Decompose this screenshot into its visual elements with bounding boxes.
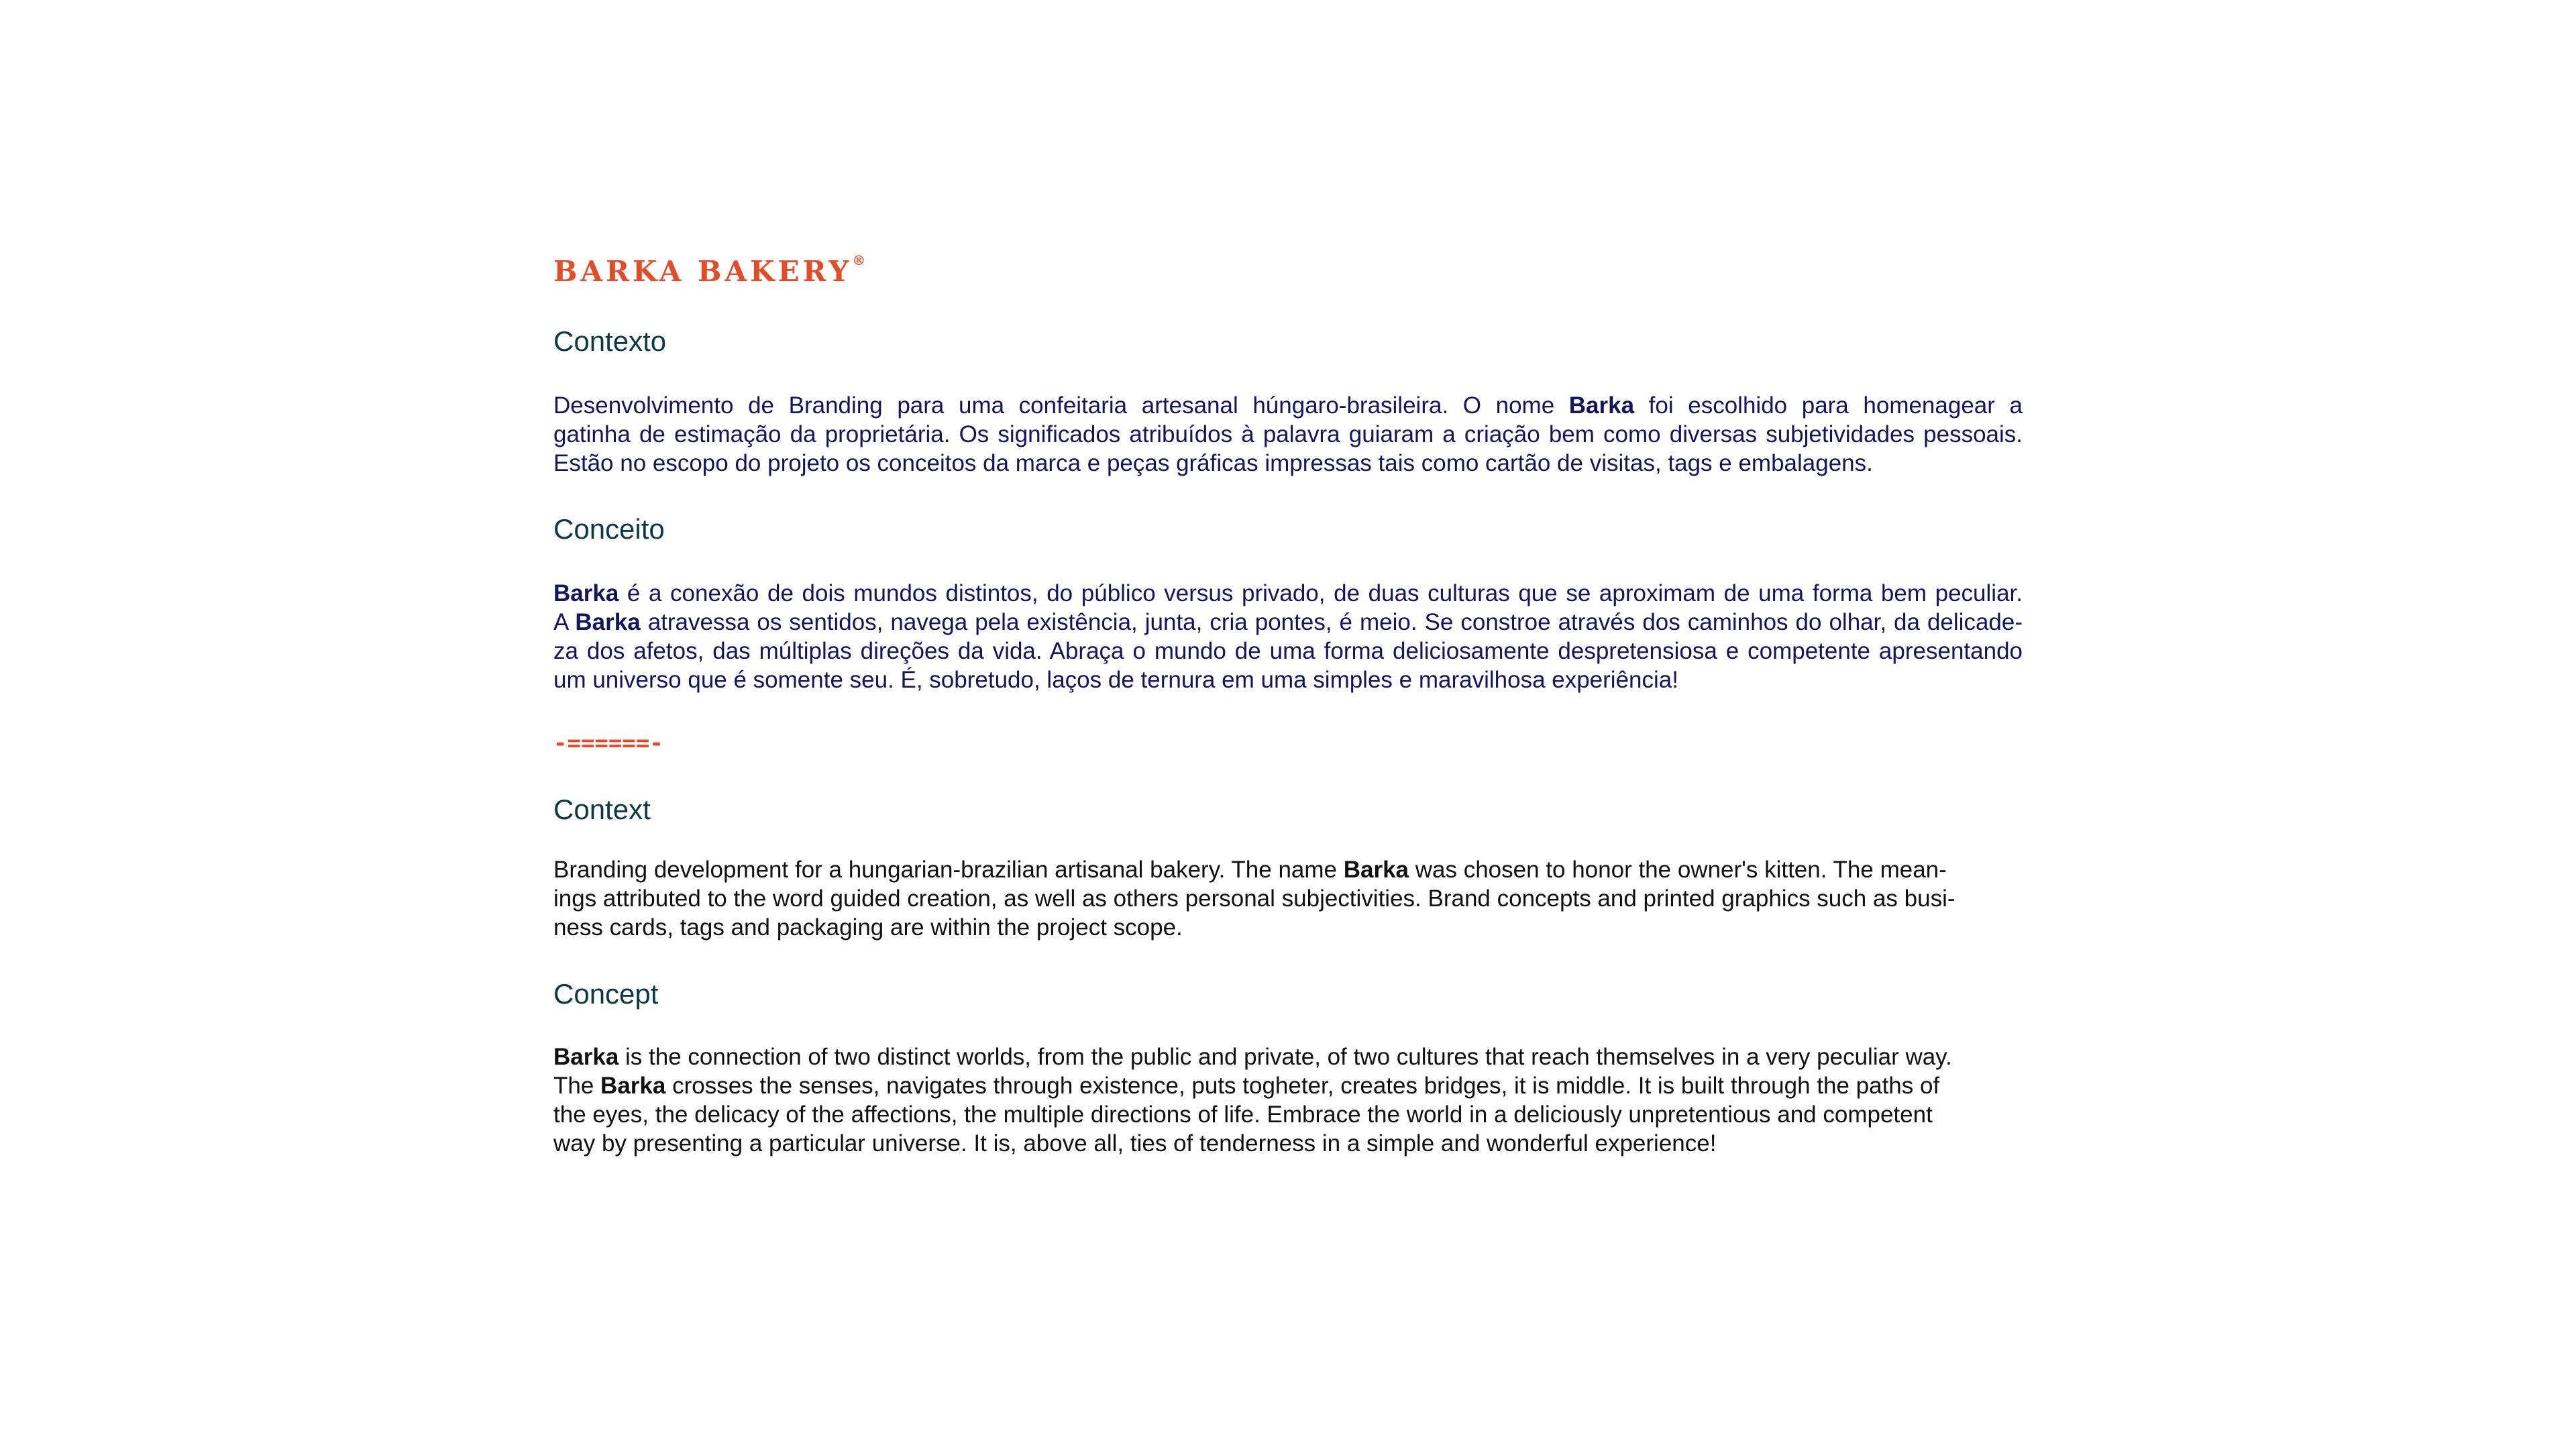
text-segment: A xyxy=(553,609,576,635)
text-segment: is the connection of two distinct worlds, from the public and private, of two cultures that reach themselves in a very peculiar way. xyxy=(619,1044,1952,1070)
bold-brand-name: Barka xyxy=(1343,857,1409,883)
registered-mark: ® xyxy=(852,252,866,268)
text-line xyxy=(553,1042,2023,1071)
text-line xyxy=(553,391,2023,420)
brand-logo xyxy=(553,252,2023,288)
text-segment: Estão no escopo do projeto os conceitos da marca e peças gráficas impressas tais como cartão de visitas, tags e embalagens. xyxy=(553,450,1873,476)
text-line xyxy=(553,1100,2023,1129)
bold-brand-name: Barka xyxy=(553,1044,619,1070)
heading-context: Context xyxy=(553,794,651,825)
text-segment: the eyes, the delicacy of the affections, the multiple directions of life. Embrace the world in a deliciously unpretentious and competent xyxy=(553,1102,1933,1128)
text-segment: crosses the senses, navigates through existence, puts togheter, creates bridges, it is middle. It is built through the paths of xyxy=(665,1073,1940,1099)
paragraph-conceito xyxy=(553,579,2023,694)
text-line xyxy=(553,913,2023,942)
text-segment: ings attributed to the word guided creation, as well as others personal subjectivities. Brand concepts and printed graphics such as busi- xyxy=(553,885,1955,912)
text-segment: Branding development for a hungarian-brazilian artisanal bakery. The name xyxy=(553,857,1344,883)
text-line xyxy=(553,665,2023,694)
bold-brand-name: Barka xyxy=(600,1073,666,1099)
brand-name: BARKA BAKERY xyxy=(553,255,853,288)
paragraph-context xyxy=(553,855,2023,942)
section-divider: -======- xyxy=(553,730,663,757)
text-segment: way by presenting a particular universe. It is, above all, ties of tenderness in a simple and wonderful experience! xyxy=(553,1130,1717,1157)
text-line xyxy=(553,1129,2023,1158)
heading-concept: Concept xyxy=(553,978,659,1010)
text-line xyxy=(553,449,2023,478)
heading-conceito: Conceito xyxy=(553,513,665,545)
text-line xyxy=(553,579,2023,608)
paragraph-concept xyxy=(553,1042,2023,1158)
text-line xyxy=(553,637,2023,665)
bold-brand-name: Barka xyxy=(575,609,641,635)
text-segment: gatinha de estimação da proprietária. Os significados atribuídos à palavra guiaram a criação bem como diversas subjetividades pessoais. xyxy=(553,421,2023,447)
text-line xyxy=(553,1071,2023,1100)
text-segment: foi escolhido para homenagear a xyxy=(1634,392,2023,419)
text-segment: é a conexão de dois mundos distintos, do público versus privado, de duas culturas que se aproximam de uma forma bem peculiar. xyxy=(619,580,2023,606)
text-segment: um universo que é somente seu. É, sobretudo, laços de ternura em uma simples e maravilhosa experiência! xyxy=(553,667,1678,693)
text-line xyxy=(553,855,2023,884)
text-segment: was chosen to honor the owner's kitten. The mean- xyxy=(1409,857,1947,883)
text-line xyxy=(553,420,2023,449)
text-segment: atravessa os sentidos, navega pela existência, junta, cria pontes, é meio. Se constroe através dos caminhos do olhar, da delicade- xyxy=(640,609,2023,635)
heading-contexto: Contexto xyxy=(553,325,667,357)
text-segment: The xyxy=(553,1073,601,1099)
text-segment: Desenvolvimento de Branding para uma confeitaria artesanal húngaro-brasileira. O nome xyxy=(553,392,1569,419)
bold-brand-name: Barka xyxy=(553,580,619,606)
bold-brand-name: Barka xyxy=(1568,392,1635,419)
paragraph-contexto xyxy=(553,391,2023,478)
text-line xyxy=(553,608,2023,637)
text-segment: ness cards, tags and packaging are within the project scope. xyxy=(553,914,1183,941)
text-line xyxy=(553,884,2023,913)
text-segment: za dos afetos, das múltiplas direções da vida. Abraça o mundo de uma forma deliciosamente despretensiosa e competente apresentando xyxy=(553,638,2023,664)
